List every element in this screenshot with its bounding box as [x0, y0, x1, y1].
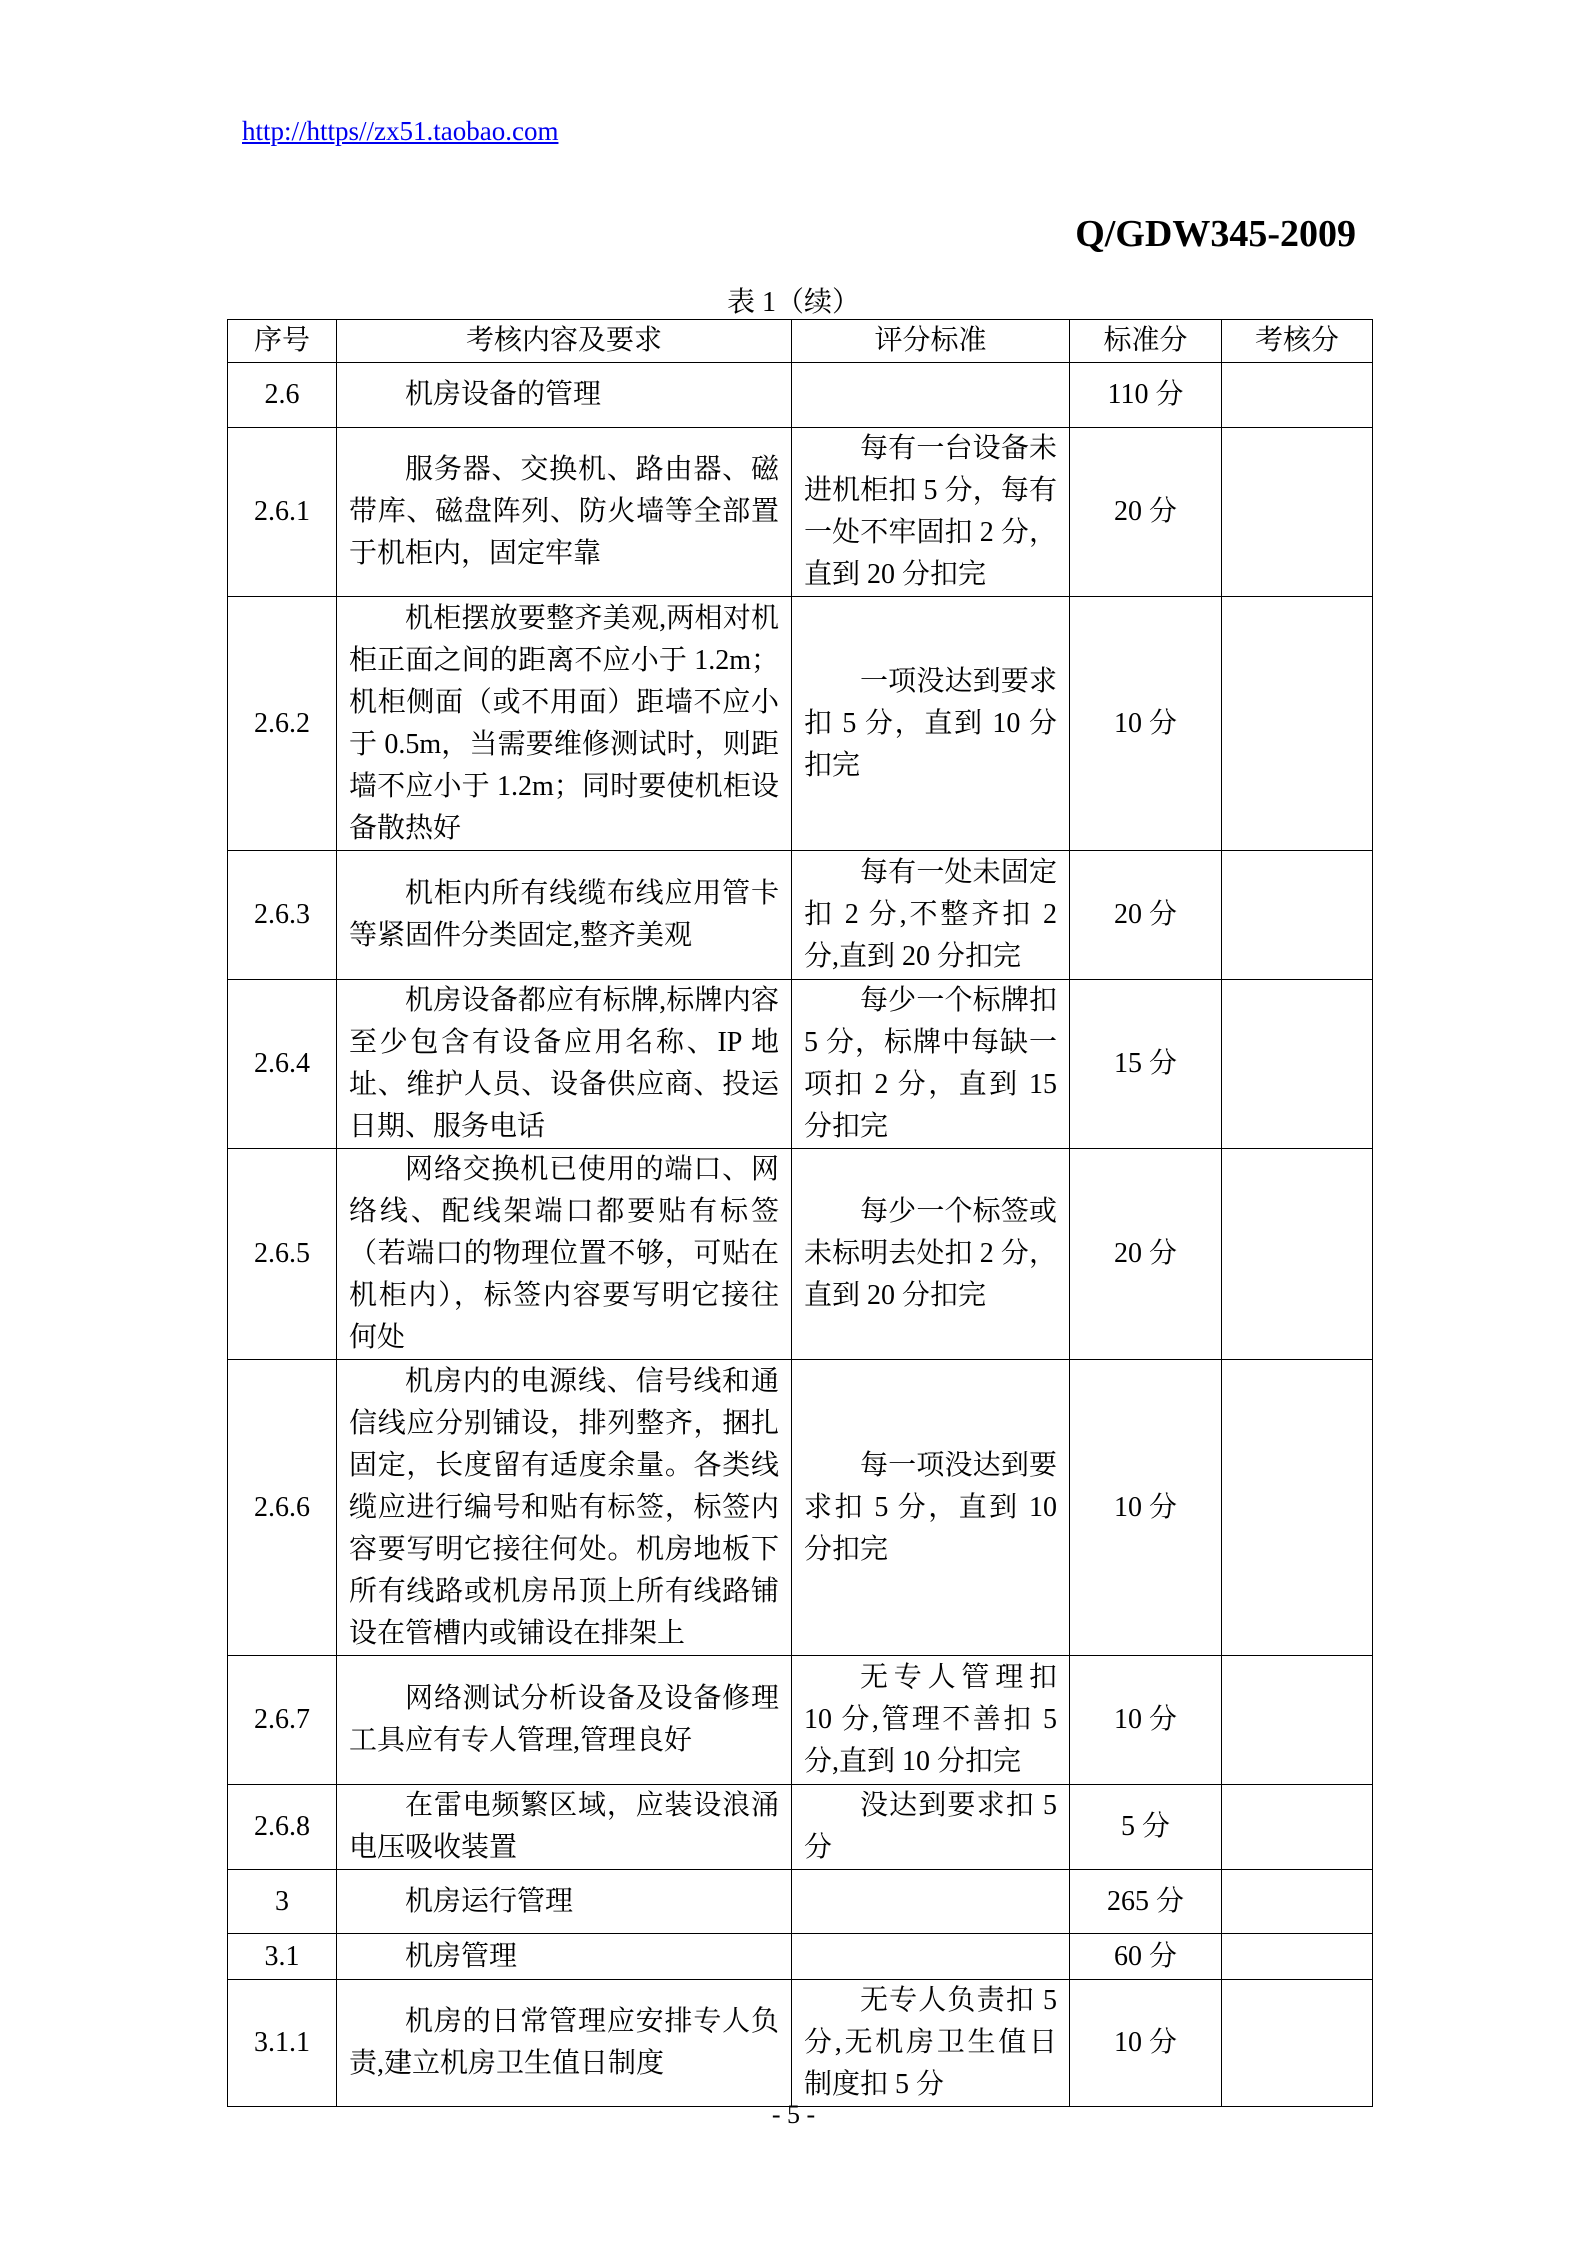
column-header-criteria: 评分标准 — [792, 320, 1070, 363]
row-content: 机房管理 — [337, 1934, 792, 1980]
row-standard-score: 5 分 — [1070, 1785, 1222, 1870]
row-number: 2.6 — [228, 363, 337, 428]
table-row — [228, 1870, 1373, 1934]
table-header-row — [228, 320, 1373, 363]
column-header-standard-score: 标准分 — [1070, 320, 1222, 363]
row-content: 在雷电频繁区域，应装设浪涌电压吸收装置 — [337, 1785, 792, 1870]
row-content: 网络测试分析设备及设备修理工具应有专人管理,管理良好 — [337, 1656, 792, 1785]
row-assessed-score — [1222, 1870, 1373, 1934]
table-row — [228, 1149, 1373, 1360]
row-number: 2.6.3 — [228, 851, 337, 980]
row-content: 机房运行管理 — [337, 1870, 792, 1934]
row-number: 2.6.6 — [228, 1360, 337, 1656]
table-row — [228, 363, 1373, 428]
table-row — [228, 1360, 1373, 1656]
source-link[interactable]: http://https//zx51.taobao.com — [242, 116, 559, 146]
row-content: 机柜内所有线缆布线应用管卡等紧固件分类固定,整齐美观 — [337, 851, 792, 980]
page-number: - 5 - — [771, 2100, 816, 2129]
row-standard-score: 10 分 — [1070, 1360, 1222, 1656]
row-criteria: 每一项没达到要求扣 5 分，直到 10 分扣完 — [792, 1360, 1070, 1656]
row-content: 机房的日常管理应安排专人负责,建立机房卫生值日制度 — [337, 1980, 792, 2107]
table-row — [228, 1934, 1373, 1980]
row-assessed-score — [1222, 428, 1373, 597]
row-number: 2.6.8 — [228, 1785, 337, 1870]
table-row — [228, 1980, 1373, 2107]
row-number: 2.6.1 — [228, 428, 337, 597]
row-number: 3.1.1 — [228, 1980, 337, 2107]
table-caption: 表 1（续） — [726, 287, 860, 318]
row-standard-score: 110 分 — [1070, 363, 1222, 428]
row-assessed-score — [1222, 851, 1373, 980]
row-assessed-score — [1222, 980, 1373, 1149]
row-content: 机房内的电源线、信号线和通信线应分别铺设，排列整齐，捆扎固定，长度留有适度余量。各类线缆应进行编号和贴有标签，标签内容要写明它接往何处。机房地板下所有线路或机房吊顶上所有线路铺设在管槽内或铺设在排架上 — [337, 1360, 792, 1656]
column-header-no: 序号 — [228, 320, 337, 363]
standard-number: Q/GDW345-2009 — [1075, 213, 1356, 255]
row-criteria: 一项没达到要求扣 5 分，直到 10 分扣完 — [792, 597, 1070, 851]
row-assessed-score — [1222, 363, 1373, 428]
row-criteria: 无专人管理扣 10 分,管理不善扣 5 分,直到 10 分扣完 — [792, 1656, 1070, 1785]
row-content: 服务器、交换机、路由器、磁带库、磁盘阵列、防火墙等全部置于机柜内，固定牢靠 — [337, 428, 792, 597]
row-number: 2.6.7 — [228, 1656, 337, 1785]
row-number: 2.6.5 — [228, 1149, 337, 1360]
table-row — [228, 851, 1373, 980]
row-standard-score: 20 分 — [1070, 428, 1222, 597]
row-content: 机房设备的管理 — [337, 363, 792, 428]
row-criteria: 每有一台设备未进机柜扣 5 分，每有一处不牢固扣 2 分，直到 20 分扣完 — [792, 428, 1070, 597]
table-row — [228, 1656, 1373, 1785]
table-row — [228, 597, 1373, 851]
row-assessed-score — [1222, 1149, 1373, 1360]
row-criteria: 每少一个标牌扣 5 分，标牌中每缺一项扣 2 分，直到 15 分扣完 — [792, 980, 1070, 1149]
row-standard-score: 20 分 — [1070, 1149, 1222, 1360]
row-criteria — [792, 363, 1070, 428]
row-number: 3 — [228, 1870, 337, 1934]
row-standard-score: 15 分 — [1070, 980, 1222, 1149]
row-criteria: 每少一个标签或未标明去处扣 2 分，直到 20 分扣完 — [792, 1149, 1070, 1360]
row-content: 机房设备都应有标牌,标牌内容至少包含有设备应用名称、IP 地址、维护人员、设备供应商、投运日期、服务电话 — [337, 980, 792, 1149]
row-standard-score: 20 分 — [1070, 851, 1222, 980]
table-row — [228, 980, 1373, 1149]
row-standard-score: 60 分 — [1070, 1934, 1222, 1980]
row-assessed-score — [1222, 1980, 1373, 2107]
row-assessed-score — [1222, 1656, 1373, 1785]
row-assessed-score — [1222, 1785, 1373, 1870]
row-content: 网络交换机已使用的端口、网络线、配线架端口都要贴有标签（若端口的物理位置不够，可贴在机柜内），标签内容要写明它接往何处 — [337, 1149, 792, 1360]
row-number: 2.6.2 — [228, 597, 337, 851]
row-standard-score: 265 分 — [1070, 1870, 1222, 1934]
row-standard-score: 10 分 — [1070, 597, 1222, 851]
table-row — [228, 428, 1373, 597]
row-number: 2.6.4 — [228, 980, 337, 1149]
row-standard-score: 10 分 — [1070, 1656, 1222, 1785]
row-criteria: 无专人负责扣 5 分,无机房卫生值日制度扣 5 分 — [792, 1980, 1070, 2107]
row-assessed-score — [1222, 1934, 1373, 1980]
row-assessed-score — [1222, 1360, 1373, 1656]
row-criteria: 没达到要求扣 5 分 — [792, 1785, 1070, 1870]
row-number: 3.1 — [228, 1934, 337, 1980]
row-standard-score: 10 分 — [1070, 1980, 1222, 2107]
assessment-table — [227, 319, 1373, 2107]
row-content: 机柜摆放要整齐美观,两相对机柜正面之间的距离不应小于 1.2m；机柜侧面（或不用面）距墙不应小于 0.5m，当需要维修测试时，则距墙不应小于 1.2m；同时要使机柜设备散热好 — [337, 597, 792, 851]
row-assessed-score — [1222, 597, 1373, 851]
row-criteria — [792, 1870, 1070, 1934]
table-row — [228, 1785, 1373, 1870]
row-criteria: 每有一处未固定扣 2 分,不整齐扣 2 分,直到 20 分扣完 — [792, 851, 1070, 980]
column-header-assessed-score: 考核分 — [1222, 320, 1373, 363]
row-criteria — [792, 1934, 1070, 1980]
column-header-content: 考核内容及要求 — [337, 320, 792, 363]
